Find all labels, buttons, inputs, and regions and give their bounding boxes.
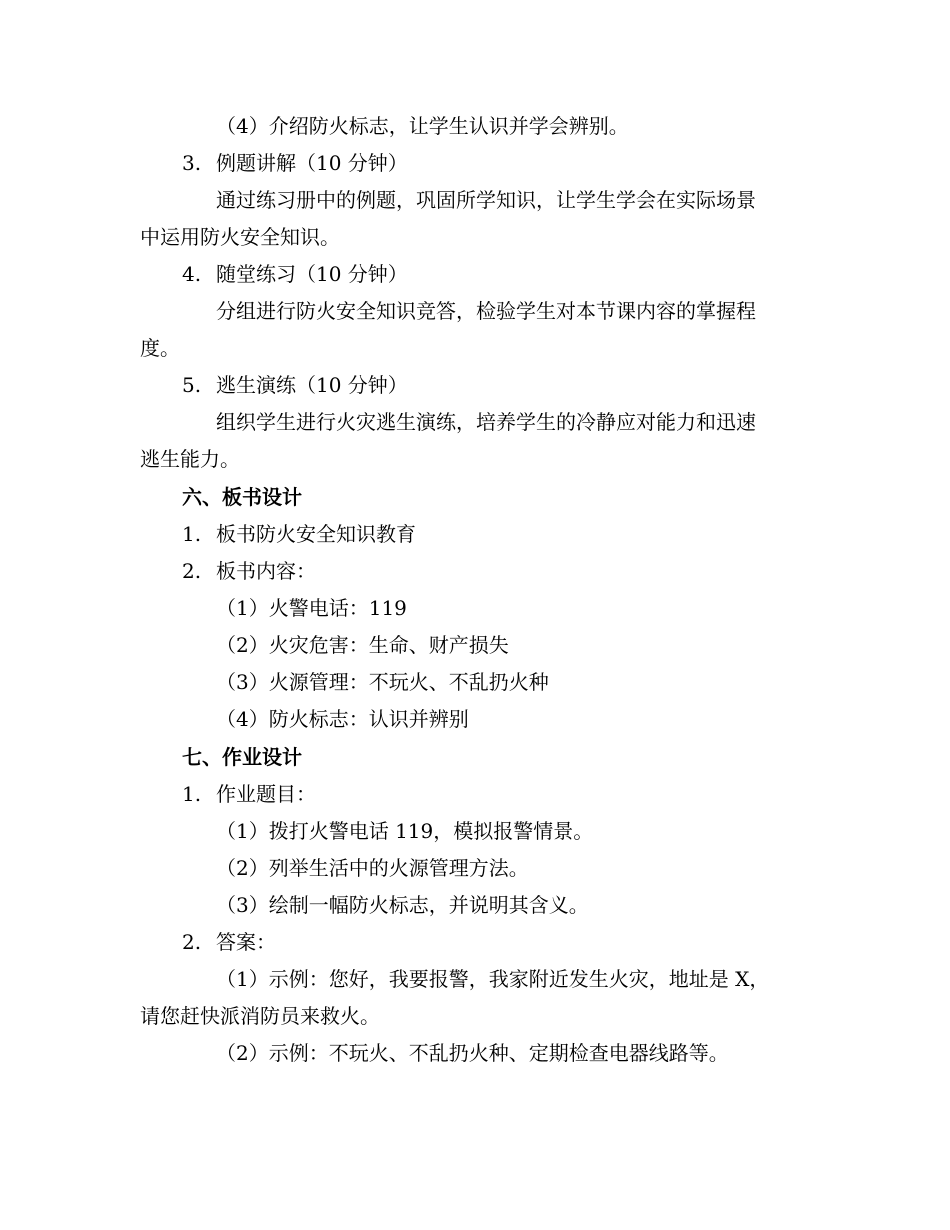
- paragraph-line: 通过练习册中的例题，巩固所学知识，让学生学会在实际场景: [216, 188, 756, 212]
- list-number: 5.: [182, 373, 202, 397]
- sub-item: （1）火警电话：119: [216, 596, 407, 620]
- paragraph-line: 度。: [140, 336, 180, 360]
- list-number: 3.: [182, 151, 202, 175]
- paragraph-line: 请您赶快派消防员来救火。: [140, 1004, 380, 1028]
- paragraph-line: 分组进行防火安全知识竞答，检验学生对本节课内容的掌握程: [216, 299, 756, 323]
- list-item-text: 作业题目：: [216, 782, 316, 806]
- paragraph-line: 中运用防火安全知识。: [140, 225, 340, 249]
- list-number: 2.: [182, 559, 202, 583]
- sub-item: （2）列举生活中的火源管理方法。: [216, 856, 529, 880]
- sub-item: （1）拨打火警电话 119，模拟报警情景。: [216, 819, 594, 843]
- sub-item: （2）火灾危害：生命、财产损失: [216, 633, 509, 657]
- list-item-text: 例题讲解（10 分钟）: [216, 151, 408, 175]
- text-line: （4）介绍防火标志，让学生认识并学会辨别。: [216, 114, 629, 138]
- section-heading: 六、板书设计: [182, 485, 302, 509]
- list-item-text: 板书防火安全知识教育: [216, 522, 416, 546]
- list-item-text: 逃生演练（10 分钟）: [216, 373, 408, 397]
- list-item-text: 板书内容：: [216, 559, 316, 583]
- paragraph-line: 逃生能力。: [140, 447, 240, 471]
- sub-item: （1）示例：您好，我要报警，我家附近发生火灾，地址是 X，: [216, 967, 770, 991]
- section-heading: 七、作业设计: [182, 745, 302, 769]
- list-number: 2.: [182, 930, 202, 954]
- list-item: [182, 558, 316, 584]
- sub-item: （3）火源管理：不玩火、不乱扔火种: [216, 670, 549, 694]
- list-item: [182, 261, 408, 287]
- list-number: 1.: [182, 782, 202, 806]
- sub-item: （3）绘制一幅防火标志，并说明其含义。: [216, 893, 589, 917]
- sub-item: （2）示例：不玩火、不乱扔火种、定期检查电器线路等。: [216, 1041, 729, 1065]
- list-item: [182, 929, 276, 955]
- list-item: [182, 150, 408, 176]
- list-item-text: 随堂练习（10 分钟）: [216, 262, 408, 286]
- list-number: 4.: [182, 262, 202, 286]
- list-item-text: 答案：: [216, 930, 276, 954]
- sub-item: （4）防火标志：认识并辨别: [216, 707, 469, 731]
- list-item: [182, 521, 416, 547]
- paragraph-line: 组织学生进行火灾逃生演练，培养学生的冷静应对能力和迅速: [216, 410, 756, 434]
- list-item: [182, 781, 316, 807]
- list-number: 1.: [182, 522, 202, 546]
- list-item: [182, 372, 408, 398]
